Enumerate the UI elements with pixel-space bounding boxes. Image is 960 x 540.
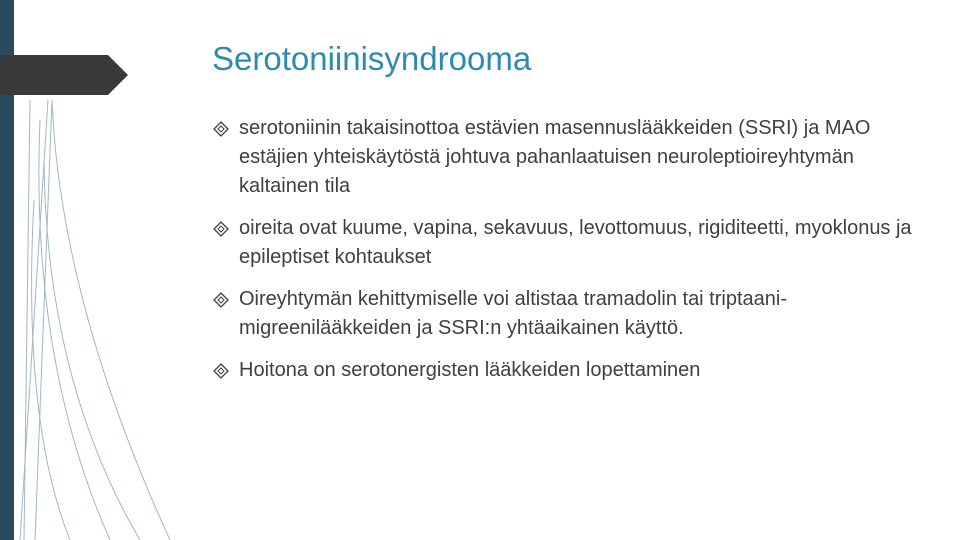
bullet-item bbox=[213, 214, 913, 272]
bullet-list bbox=[213, 114, 913, 398]
slide-title: Serotoniinisyndrooma bbox=[212, 40, 532, 77]
diamond-outline-icon bbox=[213, 292, 229, 308]
bullet-text: Oireyhtymän kehittymiselle voi altistaa tramadolin tai triptaani-migreenilääkkeiden ja SSRI:n yhtäaikainen käyttö. bbox=[239, 288, 787, 339]
diamond-outline-icon bbox=[213, 221, 229, 237]
bullet-item bbox=[213, 285, 913, 343]
title-tab-shape bbox=[0, 55, 140, 115]
bullet-text: oireita ovat kuume, vapina, sekavuus, levottomuus, rigiditeetti, myoklonus ja epileptiset kohtaukset bbox=[239, 217, 912, 268]
bullet-text: serotoniinin takaisinottoa estävien masennuslääkkeiden (SSRI) ja MAO estäjien yhteiskäytöstä johtuva pahanlaatuisen neuroleptioireyhtymän kaltainen tila bbox=[239, 117, 871, 197]
bullet-item bbox=[213, 356, 913, 385]
diamond-outline-icon bbox=[213, 363, 229, 379]
bullet-item bbox=[213, 114, 913, 201]
bullet-text: Hoitona on serotonergisten lääkkeiden lopettaminen bbox=[239, 359, 701, 381]
diamond-outline-icon bbox=[213, 121, 229, 137]
